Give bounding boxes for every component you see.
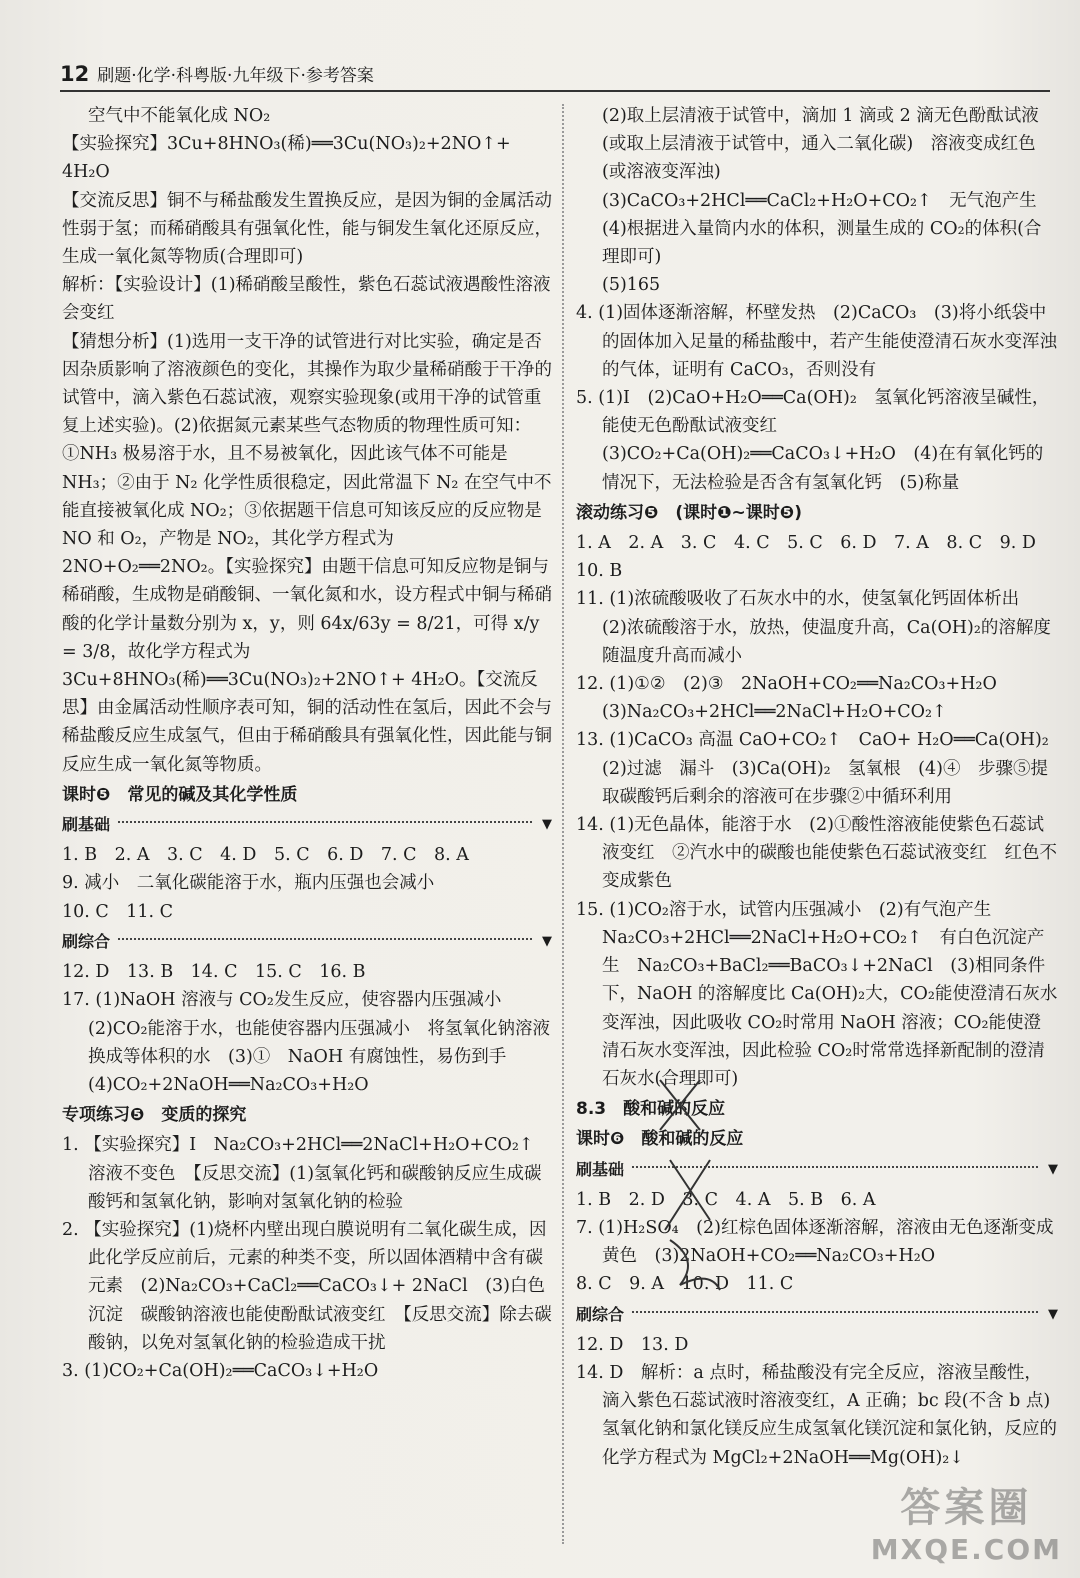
practice-bar: [62, 928, 552, 956]
answer-paragraph: 12. D 13. B 14. C 15. C 16. B: [62, 962, 366, 983]
answer-paragraph: 11. (1)浓硫酸吸收了石灰水中的水，使氢氧化钙固体析出 (2)浓硫酸溶于水，放热，使温度升高，Ca(OH)₂的溶解度随温度升高而减小: [576, 589, 1051, 666]
column-divider: [562, 104, 564, 1544]
answer-paragraph: 1. B 2. D 3. C 4. A 5. B 6. A: [576, 1189, 876, 1210]
answer-paragraph: (2)取上层清液于试管中，滴加 1 滴或 2 滴无色酚酞试液(或取上层清液于试管中，通入二氧化碳) 溶液变成红色(或溶液变浑浊): [602, 106, 1039, 183]
practice-bar-label: 刷综合: [62, 931, 111, 951]
answer-paragraph: 【交流反思】铜不与稀盐酸发生置换反应，是因为铜的金属活动性弱于氢；而稀硝酸具有强氧化性，能与铜发生氧化还原反应，生成一氧化氮等物质(合理即可): [62, 190, 552, 268]
answer-paragraph: 12. D 13. D: [576, 1334, 689, 1355]
triangle-down-icon: ▼: [542, 817, 552, 833]
dotted-rule: [632, 1311, 1038, 1313]
watermark-logo: 答案圈: [900, 1485, 1033, 1531]
page-header: [60, 52, 1050, 92]
answer-paragraph: 1. B 2. A 3. C 4. D 5. C 6. D 7. C 8. A: [62, 845, 469, 866]
dotted-rule: [118, 938, 532, 940]
answer-paragraph: 4. (1)固体逐渐溶解，杯壁发热 (2)CaCO₃ (3)将小纸袋中的固体加入足量的稀盐酸中，若产生能使澄清石灰水变浑浊的气体，证明有 CaCO₃，否则没有: [576, 303, 1057, 380]
answer-paragraph: 解析：【实验设计】(1)稀硝酸呈酸性，紫色石蕊试液遇酸性溶液会变红: [62, 275, 551, 324]
answer-paragraph: 2. 【实验探究】(1)烧杯内壁出现白膜说明有二氧化碳生成，因此化学反应前后，元素的种类不变，所以固体酒精中含有碳元素 (2)Na₂CO₃+CaCl₂══CaCO₃↓+ 2NaCl (3)白色沉淀 碳酸钠溶液也能使酚酞试液变红 【反思交流】除去碳酸钠，以免对氢氧化钠的检验造成干扰: [62, 1219, 552, 1353]
answer-paragraph: 12. (1)①② (2)③ 2NaOH+CO₂══Na₂CO₃+H₂O (3)Na₂CO₃+2HCl══2NaCl+H₂O+CO₂↑: [576, 674, 1015, 723]
answer-paragraph: 8. C 9. A 10. D 11. C: [576, 1274, 794, 1295]
triangle-down-icon: ▼: [542, 933, 552, 949]
watermark: [871, 1476, 1062, 1566]
section-heading: 8.3 酸和碱的反应: [576, 1099, 726, 1120]
watermark-url: MXQE.COM: [870, 1533, 1062, 1566]
answer-paragraph: 3. (1)CO₂+Ca(OH)₂══CaCO₃↓+H₂O: [62, 1360, 379, 1381]
answer-paragraph: 14. (1)无色晶体，能溶于水 (2)①酸性溶液能使紫色石蕊试液变红 ②汽水中的碳酸也能使紫色石蕊试液变红 红色不变成紫色: [576, 815, 1057, 892]
answer-paragraph: 10. C 11. C: [62, 901, 174, 922]
answer-paragraph: 17. (1)NaOH 溶液与 CO₂发生反应，使容器内压强减小 (2)CO₂能溶于水，也能使容器内压强减小 将氢氧化钠溶液换成等体积的水 (3)① NaOH 有腐蚀性，易伤到手 (4)CO₂+2NaOH══Na₂CO₃+H₂O: [62, 990, 551, 1095]
triangle-down-icon: ▼: [1048, 1306, 1058, 1322]
page-number: 12: [60, 62, 90, 86]
section-heading: 课时❺ 常见的碱及其化学性质: [62, 784, 298, 805]
section-heading: 滚动练习❺ (课时❶~课时❺): [576, 502, 802, 523]
answer-paragraph: 13. (1)CaCO₃ 高温 CaO+CO₂↑ CaO+ H₂O══Ca(OH)₂ (2)过滤 漏斗 (3)Ca(OH)₂ 氢氧根 (4)④ 步骤⑤提取碳酸钙后剩余的溶液可在步骤②中循环利用: [576, 730, 1067, 807]
triangle-down-icon: ▼: [1048, 1161, 1058, 1177]
answer-paragraph: 7. (1)H₂SO₄ (2)红棕色固体逐渐溶解，溶液由无色逐渐变成黄色 (3)2NaOH+CO₂══Na₂CO₃+H₂O: [576, 1217, 1054, 1267]
handwritten-scribble: [640, 1070, 740, 1300]
left-column: [62, 102, 552, 1385]
page-title: 刷题·化学·科粤版·九年级下·参考答案: [97, 66, 374, 86]
answer-paragraph: (4)根据进入量筒内水的体积，测量生成的 CO₂的体积(合理即可): [602, 218, 1042, 268]
answer-paragraph: (5)165: [602, 275, 661, 296]
answer-paragraph: 14. D 解析：a 点时，稀盐酸没有完全反应，溶液呈酸性，滴入紫色石蕊试液时溶液变红，A 正确；bc 段(不含 b 点)氢氧化钠和氯化镁反应生成氢氧化镁沉淀和氯化钠，反应的化学方程式为 MgCl₂+2NaOH══Mg(OH)₂↓: [576, 1362, 1057, 1468]
answer-paragraph: 1. A 2. A 3. C 4. C 5. C 6. D 7. A 8. C 9. D: [576, 533, 1036, 554]
section-heading: 专项练习❺ 变质的探究: [62, 1105, 247, 1126]
section-heading: 课时❻ 酸和碱的反应: [576, 1129, 744, 1150]
practice-bar: [62, 811, 552, 839]
answer-paragraph: 1. 【实验探究】Ⅰ Na₂CO₃+2HCl══2NaCl+H₂O+CO₂↑ 溶液不变色 【反思交流】(1)氢氧化钙和碳酸钠反应生成碳酸钙和氢氧化钠，影响对氢氧化钠的检验: [62, 1135, 552, 1212]
answer-paragraph: 5. (1)Ⅰ (2)CaO+H₂O══Ca(OH)₂ 氢氧化钙溶液呈碱性，能使无色酚酞试液变红 (3)CO₂+Ca(OH)₂══CaCO₃↓+H₂O (4)在有氧化钙的情况下，无法检验是否含有氢氧化钙 (5)称量: [576, 388, 1050, 493]
answer-paragraph: 10. B: [576, 561, 623, 582]
practice-bar-label: 刷基础: [62, 815, 111, 835]
answer-paragraph: 【猜想分析】(1)选用一支干净的试管进行对比实验，确定是否因杂质影响了溶液颜色的变化，其操作为取少量稀硝酸于干净的试管中，滴入紫色石蕊试液，观察实验现象(或用干净的试管重复上述实验)。(2)依据氮元素某些气态物质的物理性质可知：①NH₃ 极易溶于水，且不易被氧化，因此该气体不可能是 NH₃；②由于 N₂ 化学性质很稳定，因此常温下 N₂ 在空气中不能直接被氧化成 NO₂；③依据题干信息可知该反应的反应物是 NO 和 O₂，产物是 NO₂，其化学方程式为 2NO+O₂══2NO₂。【实验探究】由题干信息可知反应物是铜与稀硝酸，生成物是硝酸铜、一氧化氮和水，设方程式中铜与稀硝酸的化学计量数分别为 x，y，则 64x/63y = 8/21，可得 x/y = 3/8，故化学方程式为 3Cu+8HNO₃(稀)══3Cu(NO₃)₂+2NO↑+ 4H₂O。【交流反思】由金属活动性顺序表可知，铜的活动性在氢后，因此不会与稀盐酸反应生成氢气，但由于稀硝酸具有强氧化性，因此能与铜反应生成一氧化氮等物质。: [62, 331, 552, 775]
answer-paragraph: 空气中不能氧化成 NO₂: [88, 106, 271, 126]
answer-paragraph: (3)CaCO₃+2HCl══CaCl₂+H₂O+CO₂↑ 无气泡产生: [602, 190, 1037, 211]
practice-bar: [576, 1301, 1058, 1329]
answer-paragraph: 9. 减小 二氧化碳能溶于水，瓶内压强也会减小: [62, 873, 435, 894]
dotted-rule: [118, 821, 532, 823]
practice-bar-label: 刷综合: [576, 1304, 625, 1324]
answer-paragraph: 【实验探究】3Cu+8HNO₃(稀)══3Cu(NO₃)₂+2NO↑+ 4H₂O: [62, 134, 511, 183]
answer-paragraph: 15. (1)CO₂溶于水，试管内压强减小 (2)有气泡产生 Na₂CO₃+2HCl══2NaCl+H₂O+CO₂↑ 有白色沉淀产生 Na₂CO₃+BaCl₂══BaCO₃↓+2NaCl (3)相同条件下，NaOH 的溶解度比 Ca(OH)₂大，CO₂能使澄清石灰水变浑浊，因此吸收 CO₂时常用 NaOH 溶液；CO₂能使澄清石灰水变浑浊，因此检验 CO₂时常常选择新配制的澄清石灰水(合理即可): [576, 899, 1058, 1089]
practice-bar-label: 刷基础: [576, 1159, 625, 1179]
